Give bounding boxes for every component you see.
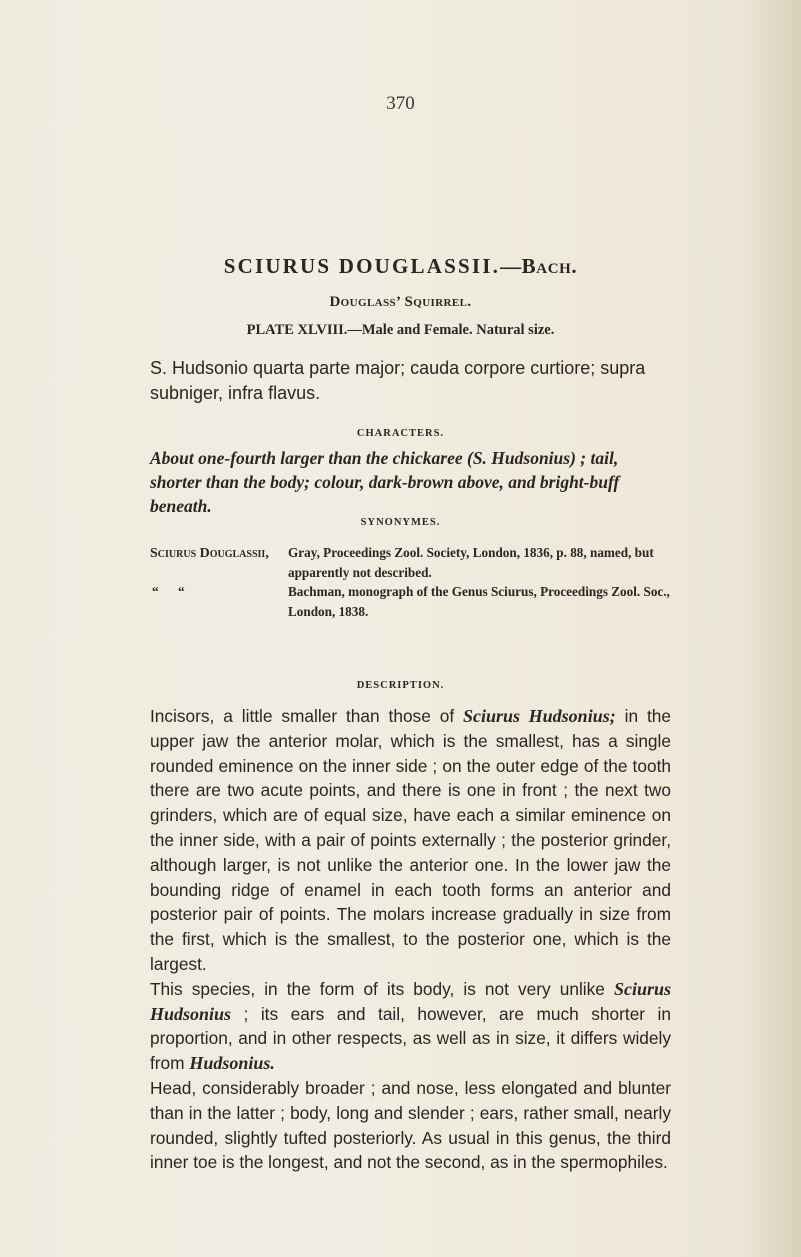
characters-species-ref: S. Hudsonius	[472, 448, 571, 468]
plate-caption: PLATE XLVIII.—Male and Female. Natural size.	[246, 322, 555, 338]
paragraph-text: in the upper jaw the anterior molar, which is the smallest, has a single rounded eminence on the inner side ; on the outer edge of the tooth there are two acute points, and there is one in front ; the next two grinders, which are of equal size, have each a similar eminence on the inner side, with a pair of points externally ; the posterior grinder, although larger, is not unlike the anterior one. In the lower jaw the bounding ridge of enamel in each tooth forms an anterior and posterior pair of points. The molars increase gradually in size from the first, which is the smallest, to the posterior one, which is the largest.	[150, 706, 672, 974]
paragraph-text: Head, considerably broader ; and nose, less elongated and blunter than in the latter ; body, long and slender ; ears, rather small, nearly rounded, slightly tufted posteriorly. As usual in this genus, the third inner toe is the longest, and not the second, as in the spermophiles.	[150, 1077, 671, 1173]
species-author: —Bach.	[500, 254, 578, 278]
characters-heading: CHARACTERS.	[356, 428, 445, 439]
synonym-ditto	[150, 582, 288, 621]
synonymes-heading: SYNONYMES.	[360, 517, 441, 528]
species-ref: Hudsonius.	[189, 1053, 275, 1074]
description-paragraph	[150, 1076, 671, 1175]
species-title	[0, 254, 801, 279]
paragraph-text: This species, in the form of its body, is not very unlike	[150, 978, 614, 999]
synonym-name-text: Sciurus Douglassii,	[150, 546, 269, 561]
species-ref: Sciurus Hudsonius	[150, 978, 671, 1024]
synonymes-list	[150, 543, 690, 621]
synonym-text: Gray, Proceedings Zool. Society, London, 1836, p. 88, named, but apparently not described.	[288, 545, 654, 580]
latin-description: S. Hudsonio quarta parte major; cauda corpore curtiore; supra subniger, infra flavus.	[150, 358, 646, 403]
description-paragraph	[150, 977, 671, 1076]
synonym-text: Bachman, monograph of the Genus Sciurus, Proceedings Zool. Soc., London, 1838.	[288, 584, 670, 619]
ditto-mark: “	[178, 584, 185, 599]
description-heading: DESCRIPTION.	[356, 680, 445, 691]
characters-text-part: ) ; tail, shorter than the body; colour, dark-brown above, and bright-buff beneath.	[150, 448, 620, 516]
synonym-entry	[150, 543, 690, 582]
common-name: Douglass’ Squirrel.	[329, 294, 472, 310]
synonym-name	[150, 543, 288, 582]
ditto-mark: “	[152, 584, 159, 599]
description-paragraph	[150, 704, 671, 977]
species-name: SCIURUS DOUGLASSII.	[223, 254, 501, 278]
characters-text	[150, 446, 670, 518]
paragraph-text: ; its ears and tail, however, are much shorter in proportion, and in other respects, as well as in size, it differs widely from	[150, 1003, 671, 1074]
paragraph-text: Incisors, a little smaller than those of	[150, 706, 464, 726]
species-ref: Sciurus Hudsonius;	[463, 706, 616, 726]
synonym-entry	[150, 582, 690, 621]
characters-text-part: About one-fourth larger than the chickaree (	[150, 448, 473, 468]
description-body	[150, 704, 671, 1175]
page-number: 370	[386, 93, 415, 114]
